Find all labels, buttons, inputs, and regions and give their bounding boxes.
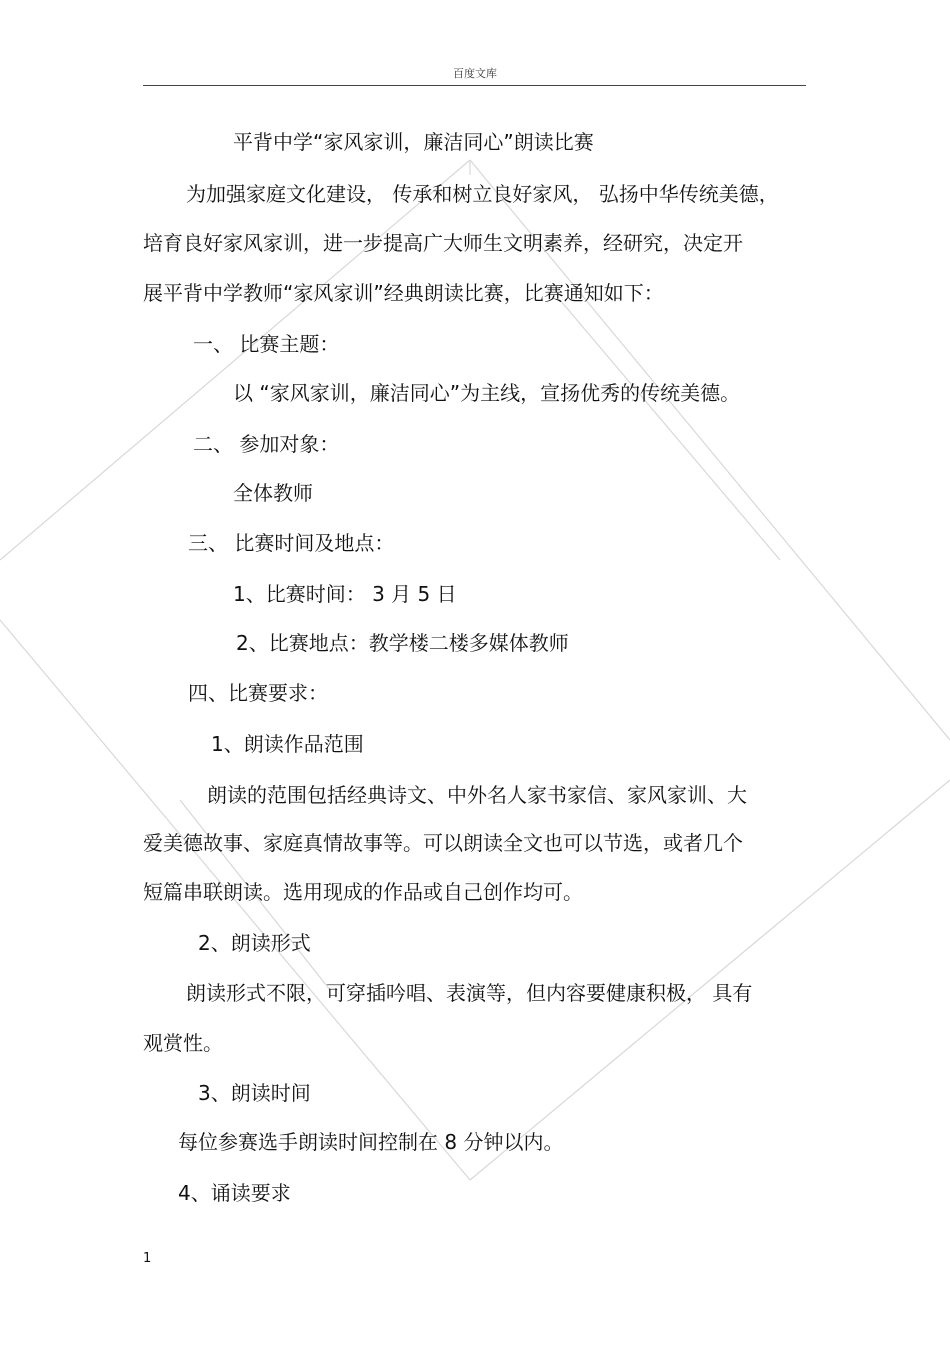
section-4-sub-2-line-1: 朗读形式不限，可穿插吟唱、表演等，但内容要健康积极， 具有 (186, 981, 753, 1005)
section-4-sub-1-line-3: 短篇串联朗读。选用现成的作品或自己创作均可。 (143, 880, 583, 904)
intro-line-1: 为加强家庭文化建设， 传承和树立良好家风， 弘扬中华传统美德， (186, 182, 779, 206)
section-2-heading: 二、 参加对象： (193, 432, 340, 456)
section-1-heading: 一、 比赛主题： (193, 332, 340, 356)
section-2-body: 全体教师 (233, 481, 313, 505)
page-number: 1 (143, 1251, 152, 1266)
section-4-sub-4-heading: 4、诵读要求 (178, 1181, 291, 1205)
section-4-sub-1-line-1: 朗读的范围包括经典诗文、中外名人家书家信、家风家训、大 (207, 783, 747, 807)
section-3-item-1: 1、比赛时间： 3 月 5 日 (233, 582, 457, 606)
section-4-sub-1-heading: 1、朗读作品范围 (211, 732, 364, 756)
section-4-sub-2-heading: 2、朗读形式 (198, 931, 311, 955)
section-4-heading: 四、比赛要求： (188, 681, 328, 705)
section-3-item-2: 2、比赛地点：教学楼二楼多媒体教师 (236, 631, 569, 655)
intro-line-3: 展平背中学教师“家风家训”经典朗读比赛，比赛通知如下： (143, 281, 664, 305)
header-divider (143, 85, 806, 86)
section-1-body: 以 “家风家训，廉洁同心”为主线，宣扬优秀的传统美德。 (233, 381, 741, 405)
section-3-heading: 三、 比赛时间及地点： (188, 531, 395, 555)
section-4-sub-2-line-2: 观赏性。 (143, 1031, 223, 1055)
section-4-sub-3-heading: 3、朗读时间 (198, 1081, 311, 1105)
header-label: 百度文库 (453, 67, 497, 80)
section-4-sub-3-line-1: 每位参赛选手朗读时间控制在 8 分钟以内。 (178, 1130, 564, 1154)
section-4-sub-1-line-2: 爱美德故事、家庭真情故事等。可以朗读全文也可以节选，或者几个 (143, 831, 743, 855)
intro-line-2: 培育良好家风家训，进一步提高广大师生文明素养，经研究，决定开 (143, 231, 743, 255)
document-title: 平背中学“家风家训，廉洁同心”朗读比赛 (233, 130, 594, 154)
